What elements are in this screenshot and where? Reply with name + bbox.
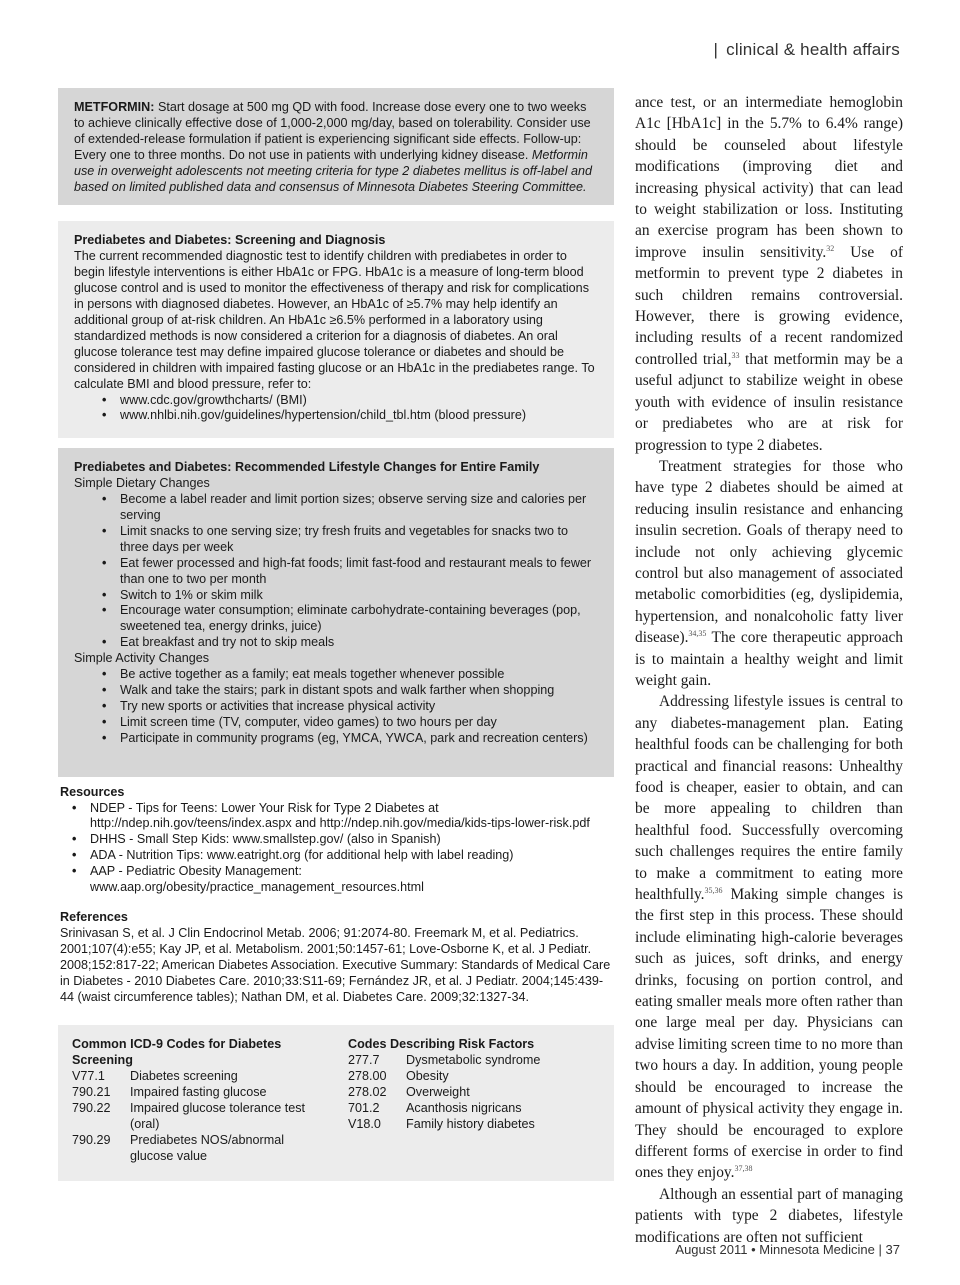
citation: 35,36	[704, 885, 723, 895]
lifestyle-box	[58, 448, 614, 776]
list-item: • Eat fewer processed and high-fat foods; limit fast-food and restaurant meals to fewer than one to two per month	[102, 556, 598, 588]
header-divider: |	[713, 40, 719, 59]
list-item: • Become a label reader and limit portion sizes; observe serving size and calories per serving	[102, 492, 598, 524]
citation: 37,38	[734, 1164, 753, 1174]
metformin-box	[58, 88, 614, 205]
list-item: • ADA - Nutrition Tips: www.eatright.org (for additional help with label reading)	[72, 848, 612, 864]
metformin-text: Start dosage at 500 mg QD with food. Increase dose every one to two weeks to achieve clinically effective dose of 1,000-2,000 mg/day, based on tolerability. Consider use of extended-release formulation if patient is experiencing significant side effects. Follow-up: Every one to three months. Do not use in patients with underlying kidney disease.	[74, 100, 591, 162]
list-item: • Switch to 1% or skim milk	[102, 588, 598, 604]
list-item: • Limit snacks to one serving size; try fresh fruits and vegetables for snacks two to three days per week	[102, 524, 598, 556]
icd-table	[72, 1069, 324, 1164]
footer-divider: |	[878, 1242, 882, 1257]
table-row: 790.21 Impaired fasting glucose	[72, 1085, 267, 1100]
metformin-note: Metformin use in overweight adolescents not meeting criteria for type 2 diabetes mellitus is off-label and based on limited published data and consensus of Minnesota Diabetes Steering Committee.	[74, 147, 593, 194]
risk-codes	[342, 1037, 600, 1164]
table-row: 790.22 Impaired glucose tolerance test (oral)	[72, 1101, 306, 1131]
references-section	[58, 910, 614, 1005]
list-item: • www.cdc.gov/growthcharts/ (BMI)	[102, 393, 598, 409]
lifestyle-title: Prediabetes and Diabetes: Recommended Lifestyle Changes for Entire Family	[74, 460, 540, 475]
article-paragraph: Although an essential part of managing patients with type 2 diabetes, lifestyle modifications are often not sufficient	[635, 1185, 903, 1246]
article-body	[635, 92, 903, 1248]
list-item: • NDEP - Tips for Teens: Lower Your Risk for Type 2 Diabetes at http://ndep.nih.gov/teens/index.aspx and http://ndep.nih.gov/media/kids-tips-lower-risk.pdf	[72, 801, 612, 833]
table-row: V77.1 Diabetes screening	[72, 1069, 238, 1084]
article-paragraph: Treatment strategies for those who have type 2 diabetes should be aimed at reducing insulin resistance and enhancing insulin secretion. Goals of therapy need to include not only achieving glycemic control but also management of associated metabolic comorbidities (eg, dyslipidemia, hypertension, and nonalcoholic fatty liver disease).$^{34,35}$ The core therapeutic approach is to maintain a healthy weight and limit weight gain.	[635, 457, 903, 689]
citation: 32	[826, 243, 835, 253]
screening-body: The current recommended diagnostic test to identify children with prediabetes in order to begin lifestyle interventions is either HbA1c or FPG. HbA1c is a measure of long-term blood glucose control and is used to monitor the effectiveness of therapy and risk for complications in persons with diagnosed diabetes. However, an HbA1c of ≥5.7% may help identify an additional group of at-risk children. An HbA1c ≥6.5% performed in a laboratory using standardized methods is now considered a criterion for a diagnosis of diabetes. An oral glucose tolerance test may define impaired glucose tolerance or diabetes and should be considered in children with impaired fasting glucose or an HbA1c in the prediabetes range. To calculate BMI and blood pressure, refer to:	[74, 249, 595, 391]
activity-list	[74, 667, 598, 747]
page-footer	[675, 1242, 900, 1257]
metformin-label: METFORMIN:	[74, 100, 155, 114]
resources-title: Resources	[60, 784, 125, 799]
table-row: 277.7 Dysmetabolic syndrome	[348, 1053, 541, 1068]
icd-title: Common ICD-9 Codes for Diabetes Screening	[72, 1037, 282, 1068]
diet-heading: Simple Dietary Changes	[74, 476, 210, 491]
table-row: 278.02 Overweight	[348, 1085, 470, 1100]
references-text: Srinivasan S, et al. J Clin Endocrinol Metab. 2006; 91:2074-80. Freemark M, et al. Pediatrics. 2001;107(4):e55; Kay JP, et al. Metabolism. 2001;50:1457-61; Love-Osborne K, et al. J Pediatr. 2008;152:817-22; American Diabetes Association. Executive Summary: Standards of Medical Care in Diabetes - 2010 Diabetes Care. 2010;33:S11-69; Fernández JR, et al. J Pediatr. 2004;145:439-44 (waist circumference tables); Nathan DM, et al. Diabetes Care. 2009;32:1327-34.	[60, 925, 611, 1004]
screening-title: Prediabetes and Diabetes: Screening and Diagnosis	[74, 233, 386, 248]
sidebar-column	[58, 88, 614, 1181]
screening-box	[58, 221, 614, 438]
table-row: 278.00 Obesity	[348, 1069, 449, 1084]
list-item: • Participate in community programs (eg, YMCA, YWCA, park and recreation centers)	[102, 731, 598, 747]
list-item: • Encourage water consumption; eliminate carbohydrate-containing beverages (pop, sweetened tea, energy drinks, juice)	[102, 603, 598, 635]
article-paragraph: ance test, or an intermediate hemoglobin A1c [HbA1c] in the 5.7% to 6.4% range) should be counseled about lifestyle modifications (improving diet and increasing physical activity) that can lead to weight stabilization or loss. Instituting an exercise program has been shown to improve insulin sensitivity.$^{32}$ Use of metformin to prevent type 2 diabetes in such children remains controversial. However, there is growing evidence, including results of a recent randomized controlled trial,$^{33}$ that metformin may be a useful adjunct to stabilize weight in obese youth with evidence of insulin resistance or prediabetes who are at risk for progression to type 2 diabetes.	[635, 94, 903, 454]
diet-list	[74, 492, 598, 651]
list-item: • Walk and take the stairs; park in distant spots and walk farther when shopping	[102, 683, 598, 699]
activity-heading: Simple Activity Changes	[74, 651, 210, 666]
list-item: • Try new sports or activities that increase physical activity	[102, 699, 598, 715]
icd-codes	[72, 1037, 342, 1164]
table-row: 790.29 Prediabetes NOS/abnormal glucose value	[72, 1132, 285, 1163]
footer-bullet: •	[751, 1242, 756, 1257]
journal-name: Minnesota Medicine	[759, 1242, 875, 1257]
section-title: clinical & health affairs	[726, 40, 900, 59]
citation: 34,35	[688, 629, 707, 639]
list-item: • DHHS - Small Step Kids: www.smallstep.gov/ (also in Spanish)	[72, 832, 612, 848]
codes-box	[58, 1025, 614, 1180]
resources-section	[58, 785, 614, 896]
page-number: 37	[885, 1242, 900, 1257]
issue-date: August 2011	[675, 1242, 748, 1257]
list-item: • AAP - Pediatric Obesity Management: www.aap.org/obesity/practice_management_resources.html	[72, 864, 612, 896]
table-row: 701.2 Acanthosis nigricans	[348, 1101, 522, 1116]
list-item: • Limit screen time (TV, computer, video games) to two hours per day	[102, 715, 598, 731]
risk-table	[348, 1053, 540, 1133]
table-row: V18.0 Family history diabetes	[348, 1116, 535, 1131]
list-item: • Be active together as a family; eat meals together whenever possible	[102, 667, 598, 683]
risk-title: Codes Describing Risk Factors	[348, 1037, 535, 1052]
resources-list	[60, 801, 612, 896]
article-paragraph: Addressing lifestyle issues is central to any diabetes-management plan. Eating healthful foods can be challenging for both practical and financial reasons: Unhealthy food is cheaper, easier to obtain, and can be more appealing to children than healthful food. Successfully overcoming such challenges requires the entire family to make a commitment to eating more healthfully.$^{35,36}$ Making simple changes is the first step in this process. These should include eliminating high-calorie beverages such as juices, soft drinks, and energy drinks, focusing on portion control, and eating smaller meals more often rather than one large meal per day. Physicians can advise limiting screen time to no more than two hours a day. In addition, young people should be encouraged to increase the amount of physical activity they engage in. They should be encouraged to explore different forms of exercise in order to find ones they enjoy.$^{37,38}$	[635, 693, 903, 1182]
citation: 33	[731, 350, 740, 360]
references-title: References	[60, 909, 128, 924]
screening-links	[74, 393, 598, 425]
list-item: • Eat breakfast and try not to skip meals	[102, 635, 598, 651]
section-header	[714, 40, 900, 60]
list-item: • www.nhlbi.nih.gov/guidelines/hypertension/child_tbl.htm (blood pressure)	[102, 408, 598, 424]
